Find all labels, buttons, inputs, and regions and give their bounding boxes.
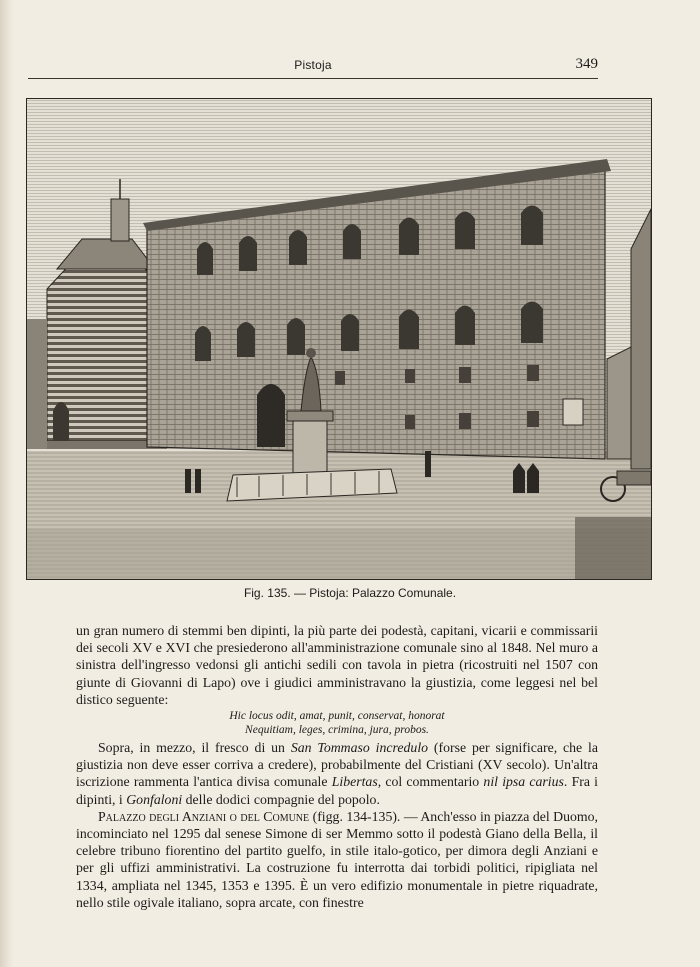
italic-term: Gonfaloni — [126, 791, 183, 807]
text-run: (figg. 134-135). — Anch'esso in piazza del Duomo, incominciato nel 1295 dal senese Simone di ser Memmo sotto il podestà Giano della Bella, il celebre tribuno fiorentino del partito guelfo, in stile italo-gotico, per dimora degli Anziani e per gli uffizi amministrativi. La costruzione fu interrotta dai torbidi politici, ripigliata nel 1334, ampliata nel 1345, 1353 e 1395. È un vero edifizio monumentale in pietre riquadrate, nello stile ogivale italiano, sopra arcate, con finestre — [76, 808, 598, 910]
text-run: , col commentario — [377, 774, 484, 790]
body-text — [76, 622, 598, 911]
latin-distich — [76, 709, 598, 737]
text-run: (forse per significare, che la giustizia non deve esser corriva a credere), probabilmente del Cristiani (XV secolo). Un'altra iscrizione rammenta l'antica divisa comunale — [76, 740, 598, 790]
section-heading-smallcaps: Palazzo degli Anziani o del Comune — [98, 808, 310, 824]
engraving-palazzo-comunale — [26, 98, 652, 580]
page-gutter — [0, 0, 14, 967]
paragraph-1: un gran numero di stemmi ben dipinti, la più parte dei podestà, capitani, vicarii e commissarii dei secoli XV e XVI che presiederono all'amministrazione comunale sino al 1848. Nel muro a sinistra dell'ingresso vedonsi gli antichi sedili con tavola in pietra (ricostruiti nel 1507 con giunte di Giovanni di Lapo) ove i giudici amministravano la giustizia, come leggesi nel bel distico seguente: — [76, 623, 598, 707]
text-run: Sopra, in mezzo, il fresco di un — [98, 740, 291, 756]
paragraph-3 — [76, 808, 598, 911]
italic-term: Libertas — [331, 774, 378, 790]
running-header — [28, 52, 598, 79]
italic-title: San Tommaso incredulo — [290, 740, 429, 756]
italic-motto: nil ipsa carius — [483, 774, 564, 790]
figure-caption: Fig. 135. — Pistoja: Palazzo Comunale. — [243, 586, 457, 600]
verse-line-2: Nequitiam, leges, crimina, jura, probos. — [245, 724, 429, 737]
text-run: delle dodici compagnie del popolo. — [182, 791, 380, 807]
paragraph-2 — [76, 739, 598, 808]
text-run: . Fra i dipinti, i — [76, 774, 598, 807]
verse-line-1: Hic locus odit, amat, punit, conservat, honorat — [229, 710, 445, 723]
running-title: Pistoja — [294, 58, 332, 72]
page-number: 349 — [575, 56, 598, 72]
